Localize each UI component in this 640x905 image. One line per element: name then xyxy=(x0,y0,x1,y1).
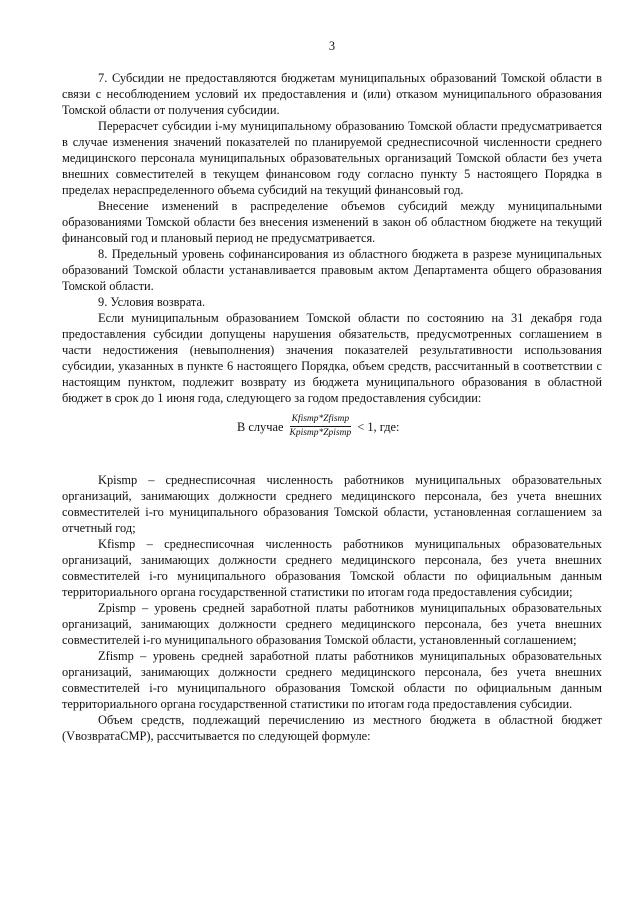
paragraph-changes: Внесение изменений в распределение объемов субсидий между муниципальными образованиями Томской области без внесения изменений в закон об областном бюджете на текущий финансовый год и плановый период не предусматривается. xyxy=(62,199,602,245)
paragraph-9-heading: 9. Условия возврата. xyxy=(98,295,206,309)
paragraph-8: 8. Предельный уровень софинансирования из областного бюджета в разрезе муниципальных образований Томской области устанавливается правовым актом Департамента общего образования Томской области. xyxy=(62,247,602,293)
document-body xyxy=(62,70,602,744)
paragraph-recalculation: Перерасчет субсидии i-му муниципальному образованию Томской области предусматривается в случае изменения значений показателей по планируемой среднесписочной численности среднего медицинского персонала муниципальных образовательных организаций Томской области без учета внешних совместителей в текущем финансовом году согласно пункту 5 настоящего Порядка в пределах нераспределенного объема субсидий на текущий финансовый год. xyxy=(62,119,602,197)
paragraph-return-conditions: Если муниципальным образованием Томской области по состоянию на 31 декабря года предоставления субсидии допущены нарушения обязательств, предусмотренных соглашением в части недостижения (невыполнения) значения показателей результативности использования субсидии, указанных в пункте 6 настоящего Порядка, объем средств, рассчитанный в соответствии с настоящим пунктом, подлежит возврату из бюджета муниципального образования в областной бюджет в срок до 1 июня года, следующего за годом предоставления субсидии: xyxy=(62,311,602,405)
formula xyxy=(237,414,399,439)
formula-suffix: < 1, где: xyxy=(357,419,400,434)
page-number: 3 xyxy=(328,39,336,53)
formula-prefix: В случае xyxy=(237,419,284,434)
paragraph-refund-volume: Объем средств, подлежащий перечислению из местного бюджета в областной бюджет (VвозвратаСМР), рассчитывается по следующей формуле: xyxy=(62,713,602,743)
formula-fraction xyxy=(287,414,353,439)
formula-block xyxy=(62,410,602,446)
definition-zpismp: Zpismp – уровень средней заработной платы работников муниципальных образовательных организаций, занимающих должности среднего медицинского персонала, без учета внешних совместителей i-го муниципального образования Томской области, установленный соглашением; xyxy=(62,601,602,647)
formula-numerator: Kfismp*Zfismp xyxy=(290,414,352,427)
formula-denominator: Kpismp*Zpismp xyxy=(289,428,352,438)
paragraph-7: 7. Субсидии не предоставляются бюджетам муниципальных образований Томской области в связи с несоблюдением условий их предоставления и (или) отказом муниципального образования Томской области от получения субсидии. xyxy=(62,71,602,117)
definition-zfismp: Zfismp – уровень средней заработной платы работников муниципальных образовательных организаций, занимающих должности среднего медицинского персонала, без учета внешних совместителей i-го муниципального образования Томской области по официальным данным территориального органа государственной статистики по итогам года предоставления субсидии. xyxy=(62,649,602,711)
definition-kpismp: Kpismp – среднесписочная численность работников муниципальных образовательных организаций, занимающих должности среднего медицинского персонала, без учета внешних совместителей i-го муниципального образования Томской области, установленная соглашением за отчетный год; xyxy=(62,473,602,535)
definition-kfismp: Kfismp – среднесписочная численность работников муниципальных образовательных организаций, занимающих должности среднего медицинского персонала, без учета внешних совместителей i-го муниципального образования Томской области по официальным данным территориального органа государственной статистики по итогам года предоставления субсидии; xyxy=(62,537,602,599)
